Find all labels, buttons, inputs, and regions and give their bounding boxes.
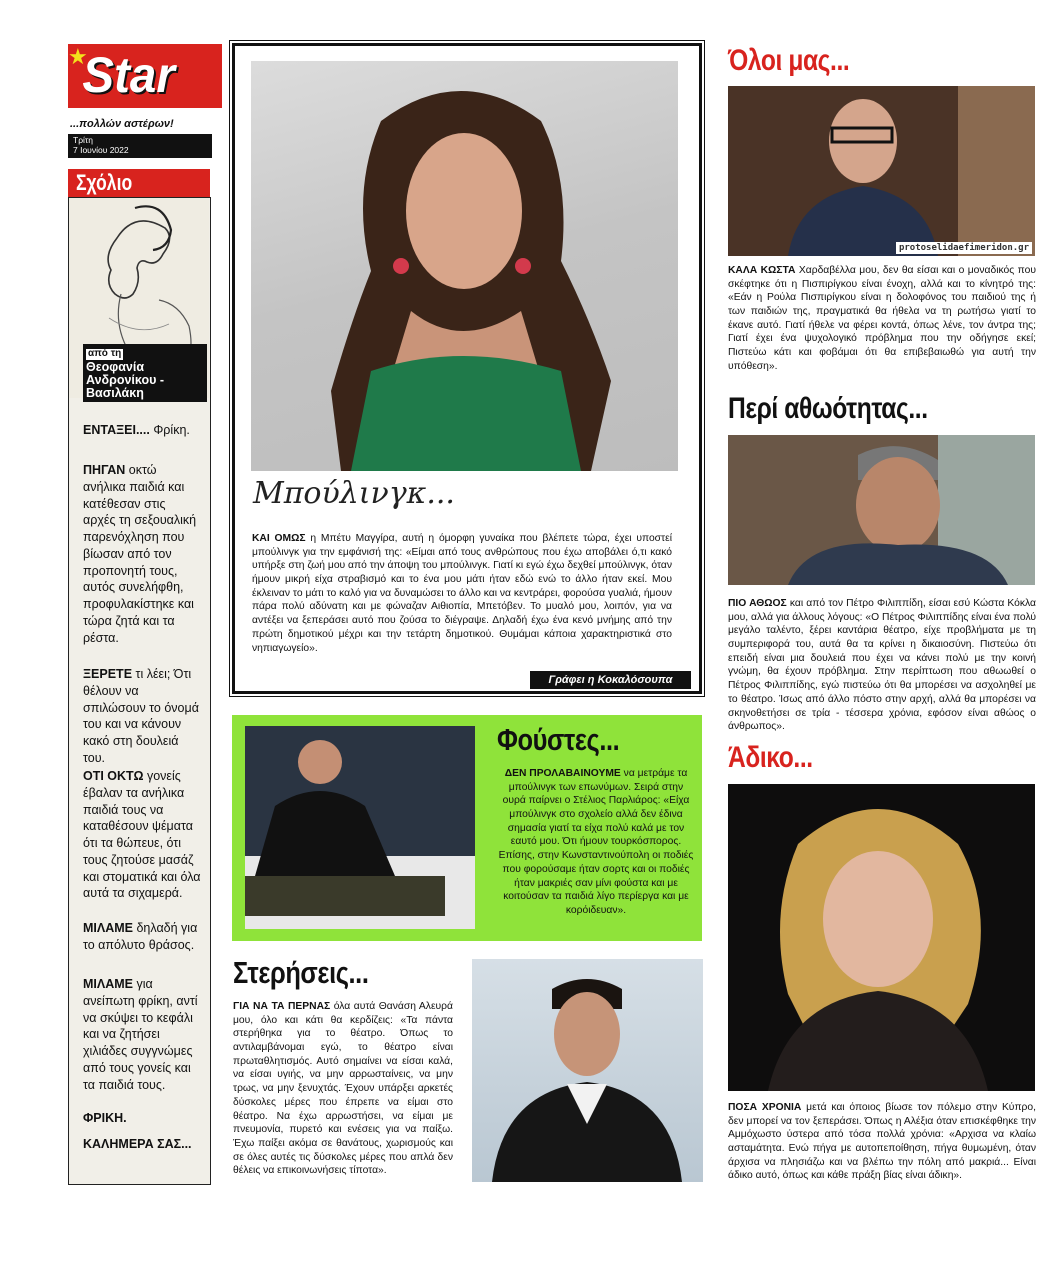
author-label [83, 344, 207, 402]
deprivations-title: Στερήσεις... [233, 955, 369, 990]
main-story-title: Μπούλινγκ... [253, 476, 455, 511]
issue-day: Τρίτη [73, 135, 94, 145]
paragraph-lead: ΠΗΓΑΝ [83, 463, 126, 477]
main-story-body [252, 532, 672, 655]
star-icon: ★ [68, 44, 88, 69]
main-story-text: η Μπέτυ Μαγγίρα, αυτή η όμορφη γυναίκα που βλέπετε τώρα, έχει υποστεί μπούλινγκ για την εμφάνισή της: «Είμαι από τους ανθρώπους που έχω αποβάλει ό,τι κακό υπήρξε στη ζωή μου από την άποψη του μπούλινγκ. Γιατί κι εγώ έχω δεχθεί μπούλινγκ, όταν ήμουν μικρή είχα στραβισμό και το ένα μου μάτι ήταν εδώ ενώ το άλλο ήταν εκεί. Μου έκλειναν το μάτι το καλό για να δυναμώσει το άλλο και να κεντράρει, φορούσα γυαλιά, ήμουν πάρα πολύ αδύνατη και με φώναζαν Αιθιοπία, Μπετόβεν. Το μυαλό μου, λοιπόν, για να αντέξει να ξεπεράσει αυτό που ζούσα το διέγραψε. Δηλαδή έχω ένα κενό μνήμης από την πρώτη δημοτικού μέχρι και την τετάρτη δημοτικού. Θυμάμαι κάποια χαρακτηριστικά στο νηπιαγωγείο». [252, 533, 672, 654]
issue-date-full: 7 Ιουνίου 2022 [73, 144, 129, 155]
right-story-1-body [728, 264, 1036, 374]
photo-credit: protoselidaefimeridon.gr [896, 242, 1032, 254]
right-story-2-title: Περί αθωότητας... [728, 392, 928, 425]
comment-paragraph-7 [83, 1110, 201, 1127]
deprivations-lead: ΓΙΑ ΝΑ ΤΑ ΠΕΡΝΑΣ [233, 1001, 331, 1012]
paragraph-lead: ΦΡΙΚΗ. [83, 1111, 127, 1125]
paragraph-lead: ΞΕΡΕΤΕ [83, 667, 133, 681]
right-story-3-title: Άδικο... [728, 741, 813, 774]
deprivations-text: όλα αυτά Θανάση Αλευρά μου, όλο και κάτι θα κερδίζεις: «Τα πάντα στερήθηκα για το θέατρο. Όπως το αντιλαμβάνομαι εγώ, το θέατρο είναι πρωταθλητισμός. Αυτό σημαίνει να είσαι καλά, να είσαι υγιής, να μην αρρωσταίνεις, να μην τρως, να μην ξενυχτάς. Έχουν υπάρξει αρκετές δύσκολες μέρες που έπρεπε να είμαι στο θέατρο. Να έχω αρρωστήσει, να είμαι με πνευμονία, πυρετό και ενέσεις για να παίξω. Έχω παίξει ακόμα σε θανάτους, χωρισμούς και σε όλες αυτές τις δύσκολες μέρες που απλά δεν θέλεις να επικοινωνήσεις τίποτα». [233, 1001, 453, 1177]
paragraph-text: Φρίκη. [149, 423, 190, 437]
issue-date [68, 134, 212, 158]
right-story-3-lead: ΠΟΣΑ ΧΡΟΝΙΑ [728, 1102, 802, 1113]
comment-paragraph-4 [83, 768, 201, 902]
skirts-body [497, 767, 695, 918]
paragraph-text: γονείς έβαλαν τα ανήλικα παιδιά τους να καταθέσουν ψέματα ότι τα θώπευε, ότι τους ζητούσε μασάζ και στοματικά και όλα αυτά τα σιχαμερά. [83, 769, 201, 901]
right-story-3-body [728, 1101, 1036, 1183]
comment-paragraph-1 [83, 422, 201, 439]
main-story-lead: ΚΑΙ ΟΜΩΣ [252, 533, 306, 544]
paragraph-lead: ΜΙΛΑΜΕ [83, 977, 133, 991]
author-name: Θεοφανία Ανδρονίκου - Βασιλάκη [86, 359, 164, 400]
tagline: ...πολλών αστέρων! [70, 118, 174, 130]
paragraph-lead: ΜΙΛΑΜΕ [83, 921, 133, 935]
section-label-text: Σχόλιο [76, 170, 133, 195]
right-story-2-body [728, 597, 1036, 734]
skirts-title: Φούστες... [497, 722, 620, 757]
paragraph-lead: ΟΤΙ ΟΚΤΩ [83, 769, 144, 783]
author-from: από τη [88, 348, 122, 359]
paragraph-lead: ΚΑΛΗΜΕΡΑ ΣΑΣ... [83, 1137, 192, 1151]
comment-paragraph-8 [83, 1136, 201, 1153]
right-story-2-lead: ΠΙΟ ΑΘΩΟΣ [728, 598, 787, 609]
skirts-text: να μετράμε τα μπούλινγκ των επωνύμων. Σειρά στην ουρά παίρνει ο Στέλιος Παρλιάρος: «Είχα μπούλινγκ στο σχολείο αλλά δεν έδινα σημασία γιατί τα είχα πολύ καλά με τον εαυτό μου. Ότι ήμουν τουρκόσπορος. Επίσης, στην Κωνσταντινούπολη οι ποδιές που φορούσαμε ήταν σορτς και οι ποδιές ήταν μακριές σαν μίνι φούστα και με κοιτούσαν τα παιδιά λίγο περίεργα και με κορόιδευαν». [498, 768, 694, 916]
comment-paragraph-6 [83, 976, 201, 1093]
right-story-3-photo [728, 784, 1035, 1091]
skirts-lead: ΔΕΝ ΠΡΟΛΑΒΑΙΝΟΥΜΕ [504, 768, 621, 779]
right-story-1-lead: ΚΑΛΑ ΚΩΣΤΑ [728, 265, 796, 276]
paragraph-lead: ΕΝΤΑΞΕΙ.... [83, 423, 150, 437]
comment-paragraph-5 [83, 920, 201, 954]
deprivations-body [233, 1000, 453, 1178]
skirts-photo [245, 726, 475, 929]
deprivations-photo [472, 959, 703, 1182]
comment-paragraph-2 [83, 462, 201, 646]
right-story-1-photo [728, 86, 1035, 256]
paragraph-text: οκτώ ανήλικα παιδιά και κατέθεσαν στις αρχές τη σεξουαλική παρενόχληση που βίωσαν από τον προπονητή τους, αυτός συνελήφθη, προφυλακίστηκε και τώρα ζητά και τα ρέστα. [83, 463, 197, 645]
main-story-byline: Γράφει η Κοκαλόσουπα [530, 671, 691, 689]
right-story-2-photo [728, 435, 1035, 585]
section-label-comment [68, 169, 210, 197]
star-logo[interactable] [68, 44, 222, 108]
right-story-3-text: μετά και όποιος βίωσε τον πόλεμο στην Κύπρο, δεν μπορεί να τον ξεπεράσει. Όπως η Αλέξια όταν επισκέφθηκε την Αμμόχωστο ύστερα από τόσα πολλά χρόνια: «Αρχισα να κλαίω ασταμάτητα. Ενώ πήγα με αυτοπεποίθηση, πήγα θυμωμένη, όταν άρχισα να πλησιάζω και να βλέπω την πόλη από μακριά... Είναι άδικο αυτό, όπως και κάθε πράξη βίας είναι άδικη». [728, 1102, 1036, 1182]
right-story-1-title: Όλοι μας... [728, 44, 850, 77]
comment-column [68, 197, 211, 1185]
paragraph-text: τι λέει; Ότι θέλουν να σπιλώσουν το όνομά του και να κάνουν κακό στη δουλειά του. [83, 667, 199, 765]
paragraph-text: δηλαδή για το απόλυτο θράσος. [83, 921, 198, 952]
right-story-2-text: και από τον Πέτρο Φιλιππίδη, είσαι εσύ Κώστα Κόκλα μου, αλλά για άλλους λόγους: «Ο Πέτρος Φιλιππίδης είναι ένα πολύ μεγάλο ταλέντο, ξέρει καντάρια θέατρο, είχε προβλήματα με τη συμπεριφορά του, αυτά θα τα κρίνει η δικαιοσύνη. Πιστεύω ότι επειδή είναι μια δουλειά που έχει να κάνει πολύ με την κοινή γνώμη, θα έχουν πρόβλημα. Στην περίπτωση που αθωωθεί ο Πέτρος Φιλιππίδης, εγώ πιστεύω ότι θα μπορέσει να ασχοληθεί με το θέατρο. Ίσως από άλλο πόστο στην αρχή, αλλά θα μπορέσει να σκηνοθετήσει σε τρία - τέσσερα χρόνια, εφόσον είναι αθώος ο άνθρωπος». [728, 598, 1036, 733]
main-story-photo [251, 61, 678, 471]
logo-text: Star [82, 47, 175, 103]
comment-paragraph-3 [83, 666, 201, 767]
paragraph-text: για ανείπωτη φρίκη, αντί να σκύψει το κεφάλι και να ζητήσει χιλιάδες συγγνώμες από τους γονείς και τα παιδιά τους. [83, 977, 198, 1092]
right-story-1-text: Χαρδαβέλλα μου, δεν θα είσαι και ο μοναδικός που σκέφτηκε ότι η Πισπιρίγκου είναι ένοχη, αλλά και το κίνητρό της: «Εάν η Ρούλα Πισπιρίγκου είναι η δολοφόνος του παιδιού της ή των παιδιών της, πραγματικά θα ήθελα να τη ρωτήσω γιατί το έκανε αυτό. Γιατί ήθελε να φέρει κοντά, όπως λένε, τον άντρα της; Γιατί έχει ένα ψυχολογικό πρόβλημα που την οδήγησε εκεί; Πιστεύω κάτι και φοβάμαι ότι θα επιβεβαιωθώ για αυτή την υπόθεση». [728, 265, 1036, 372]
